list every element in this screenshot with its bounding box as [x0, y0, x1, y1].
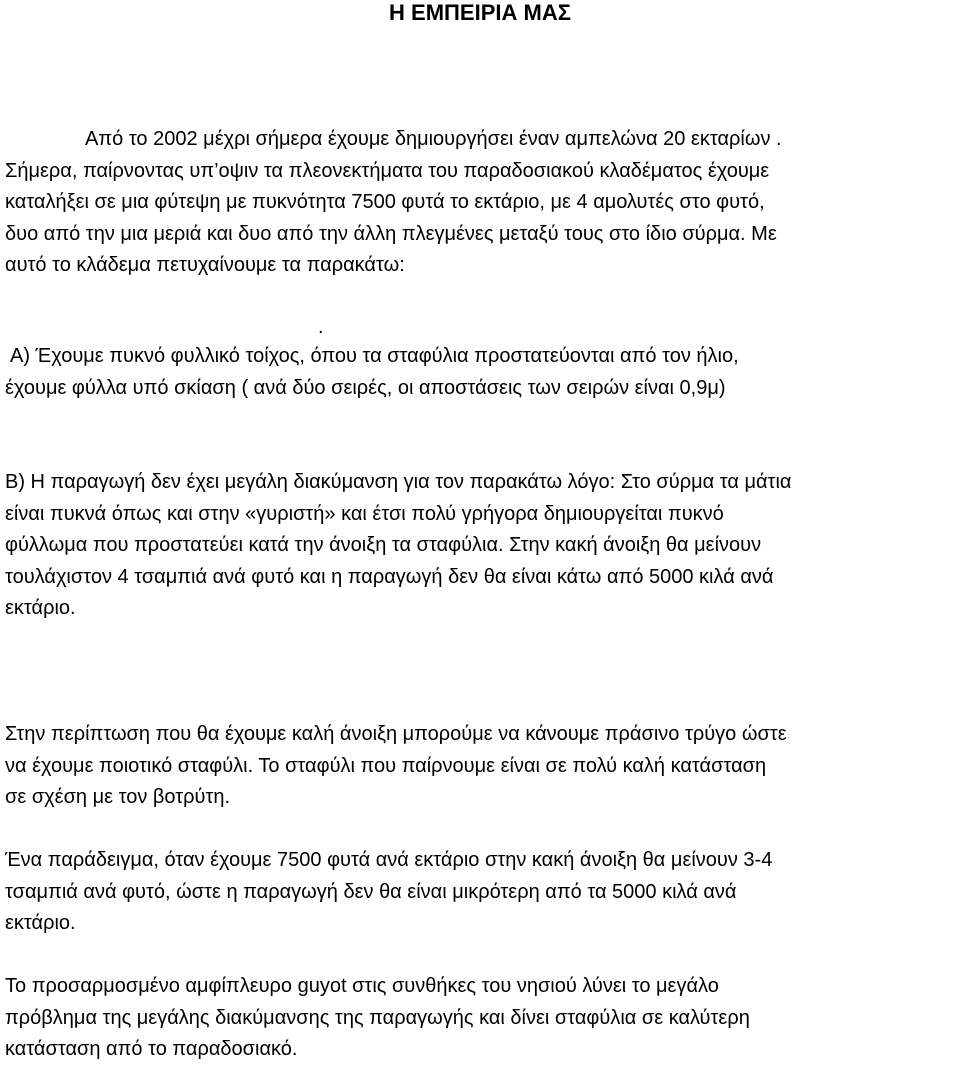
text-line: Από το 2002 μέχρι σήμερα έχουμε δημιουργήσει έναν αμπελώνα 20 εκταρίων . — [85, 128, 782, 150]
text-line: εκτάριο. — [5, 597, 76, 619]
point-a-paragraph — [5, 341, 960, 404]
text-line: δυο από την μια μεριά και δυο από την άλλη πλεγμένες μεταξύ τους στο ίδιο σύρμα. Με — [5, 222, 777, 245]
text-line: Σήμερα, παίρνοντας υπ’οψιν τα πλεονεκτήματα του παραδοσιακού κλαδέματος έχουμε — [5, 159, 770, 182]
text-line: Β) Η παραγωγή δεν έχει μεγάλη διακύμανση για τον παρακάτω λόγο: Στο σύρμα τα μάτια — [5, 471, 792, 493]
text-line: πρόβλημα της μεγάλης διακύμανσης της παραγωγής και δίνει σταφύλια σε καλύτερη — [5, 1006, 750, 1029]
text-line: Το προσαρμοσμένο αμφίπλευρο guyot στις συνθήκες του νησιού λύνει το μεγάλο — [5, 975, 719, 997]
text-line: σε σχέση με τον βοτρύτη. — [5, 786, 231, 808]
page-title: Η ΕΜΠΕΙΡΙΑ ΜΑΣ — [389, 0, 571, 25]
example-paragraph — [5, 845, 960, 940]
text-line: φύλλωμα που προστατεύει κατά την άνοιξη τα σταφύλια. Στην κακή άνοιξη θα μείνουν — [5, 534, 762, 556]
text-line: καταλήξει σε μια φύτεψη με πυκνότητα 7500 φυτά το εκτάριο, με 4 αμολυτές στο φυτό, — [5, 191, 765, 213]
intro-paragraph — [5, 124, 960, 282]
conclusion-paragraph — [5, 971, 960, 1066]
text-line: τσαμπιά ανά φυτό, ώστε η παραγωγή δεν θα είναι μικρότερη από τα 5000 κιλά ανά — [5, 880, 737, 903]
text-line: εκτάριο. — [5, 912, 76, 934]
separator-dot: . — [318, 316, 324, 338]
text-line: αυτό το κλάδεμα πετυχαίνουμε τα παρακάτω: — [5, 254, 405, 276]
text-line: κατάσταση από το παραδοσιακό. — [5, 1038, 298, 1060]
text-line: Α) Έχουμε πυκνό φυλλικό τοίχος, όπου τα σταφύλια προστατεύονται από τον ήλιο, — [10, 345, 739, 367]
point-b-paragraph — [5, 467, 960, 625]
text-line: είναι πυκνά όπως και στην «γυριστή» και έτσι πολύ γρήγορα δημιουργείται πυκνό — [5, 502, 724, 525]
text-line: τουλάχιστον 4 τσαμπιά ανά φυτό και η παραγωγή δεν θα είναι κάτω από 5000 κιλά ανά — [5, 565, 774, 588]
text-line: Στην περίπτωση που θα έχουμε καλή άνοιξη μπορούμε να κάνουμε πράσινο τρύγο ώστε — [5, 723, 787, 745]
text-line: να έχουμε ποιοτικό σταφύλι. Το σταφύλι που παίρνουμε είναι σε πολύ καλή κατάσταση — [5, 754, 767, 777]
good-spring-paragraph — [5, 719, 960, 814]
text-line: Ένα παράδειγμα, όταν έχουμε 7500 φυτά ανά εκτάριο στην κακή άνοιξη θα μείνουν 3-4 — [5, 849, 773, 871]
text-line: έχουμε φύλλα υπό σκίαση ( ανά δύο σειρές, οι αποστάσεις των σειρών είναι 0,9μ) — [5, 376, 726, 399]
